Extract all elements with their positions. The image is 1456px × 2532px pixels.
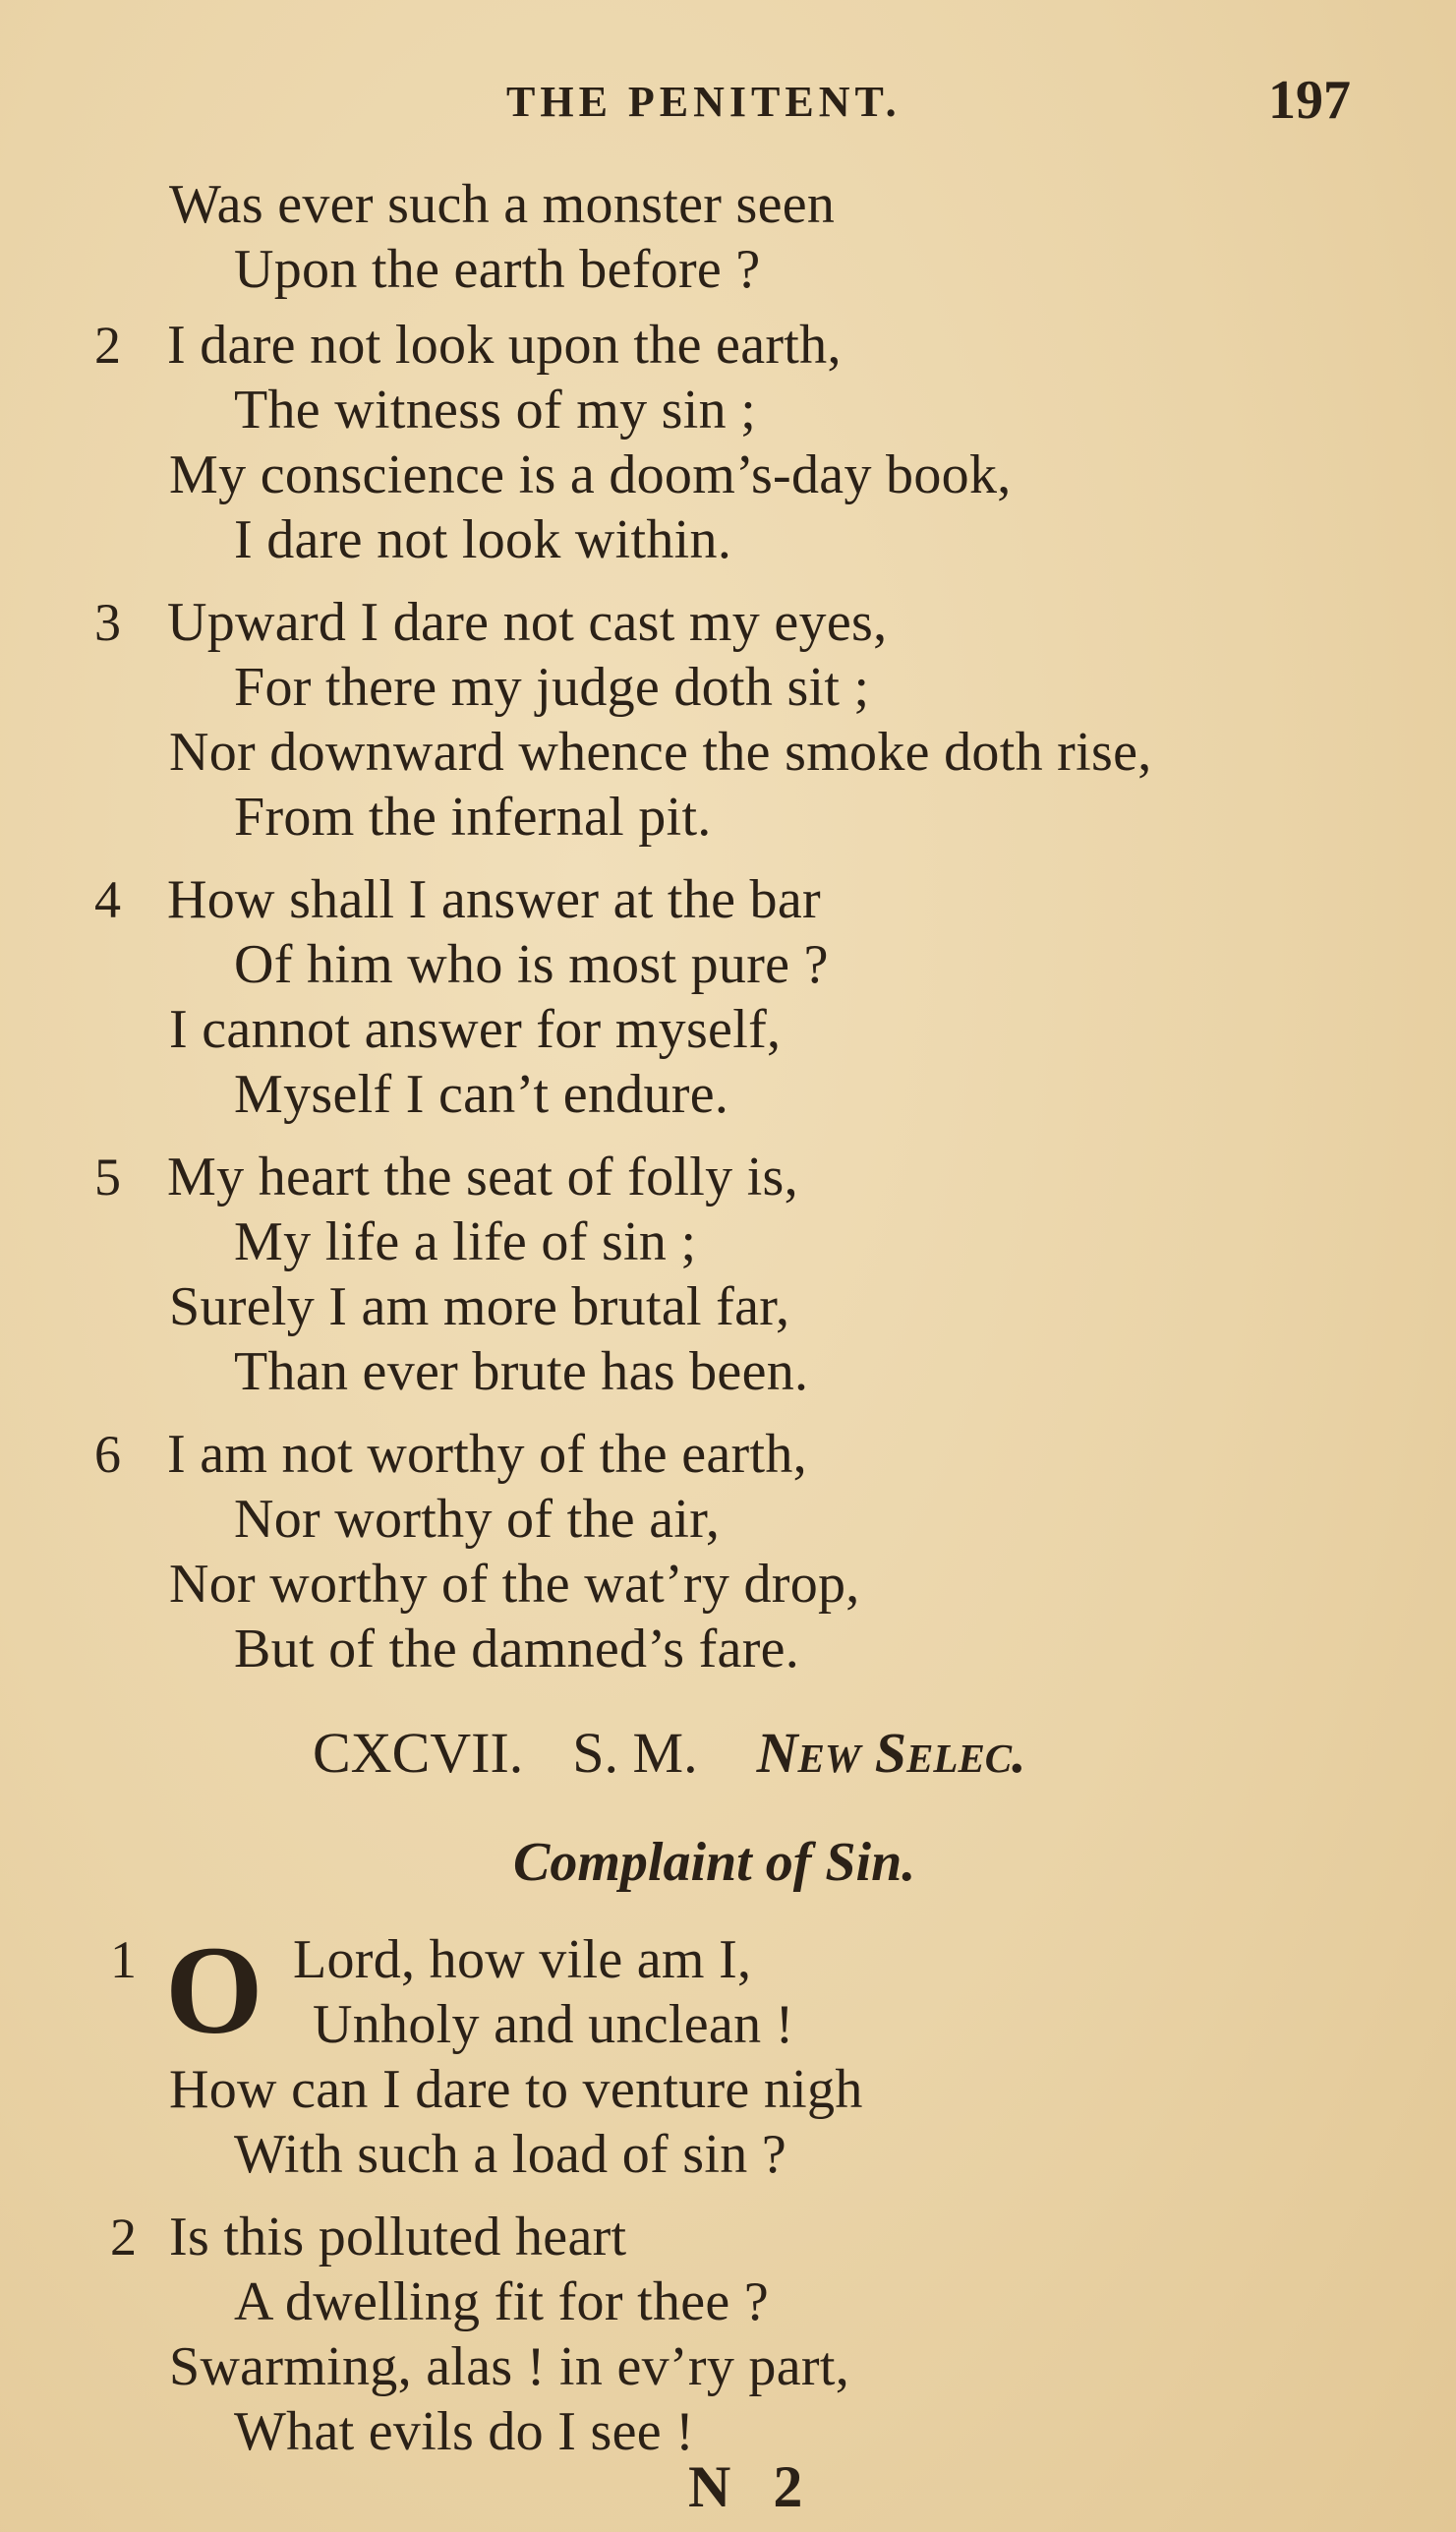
hymn-tune: New Selec. [756, 1721, 1026, 1785]
verse-line: What evils do I see ! [234, 2401, 695, 2462]
verse-line: Of him who is most pure ? [234, 934, 829, 995]
verse-line: But of the damned’s fare. [234, 1619, 800, 1679]
hymn-number: CXCVII. [313, 1721, 524, 1785]
verse-line: With such a load of sin ? [234, 2124, 787, 2185]
verse-line: Than ever brute has been. [234, 1341, 809, 1402]
stanza-number: 5 [94, 1148, 121, 1207]
verse-line: My life a life of sin ; [234, 1211, 697, 1272]
verse-line: The witness of my sin ; [234, 380, 757, 441]
carryover-line-1: Was ever such a monster seen [169, 174, 836, 235]
verse-line: Upward I dare not cast my eyes, [167, 592, 888, 653]
signature-mark: N 2 [688, 2454, 817, 2519]
verse-line: I am not worthy of the earth, [167, 1424, 807, 1485]
verse-line: I dare not look upon the earth, [167, 315, 842, 376]
verse-line: Unholy and unclean ! [313, 1994, 794, 2055]
verse-line: Swarming, alas ! in ev’ry part, [169, 2336, 849, 2397]
verse-line: For there my judge doth sit ; [234, 657, 870, 718]
running-title: THE PENITENT. [506, 78, 902, 126]
verse-line: Nor worthy of the wat’ry drop, [169, 1554, 860, 1615]
verse-line: My conscience is a doom’s-day book, [169, 444, 1012, 505]
verse-line: Lord, how vile am I, [293, 1929, 752, 1990]
carryover-line-2: Upon the earth before ? [234, 239, 761, 300]
stanza-number: 3 [94, 593, 121, 652]
stanza-number: 1 [110, 1930, 137, 1989]
verse-line: A dwelling fit for thee ? [234, 2271, 770, 2332]
drop-cap: O [165, 1920, 263, 2060]
verse-line: Is this polluted heart [169, 2207, 627, 2267]
verse-line: Nor downward whence the smoke doth rise, [169, 722, 1152, 783]
stanza-number: 6 [94, 1425, 121, 1484]
stanza-number: 2 [110, 2208, 137, 2267]
verse-line: Myself I can’t endure. [234, 1064, 729, 1125]
verse-line: I dare not look within. [234, 509, 732, 570]
verse-line: Surely I am more brutal far, [169, 1276, 790, 1337]
verse-line: From the infernal pit. [234, 787, 712, 848]
hymn-heading [313, 1719, 1026, 1788]
stanza-number: 4 [94, 870, 121, 929]
stanza-number: 2 [94, 316, 121, 375]
verse-line: Nor worthy of the air, [234, 1489, 721, 1550]
verse-line: My heart the seat of folly is, [167, 1147, 798, 1207]
hymn-subtitle: Complaint of Sin. [513, 1832, 916, 1893]
hymn-meter: S. M. [572, 1721, 698, 1785]
page-number: 197 [1268, 70, 1351, 131]
verse-line: I cannot answer for myself, [169, 999, 782, 1060]
verse-line: How shall I answer at the bar [167, 869, 821, 930]
verse-line: How can I dare to venture nigh [169, 2059, 863, 2120]
